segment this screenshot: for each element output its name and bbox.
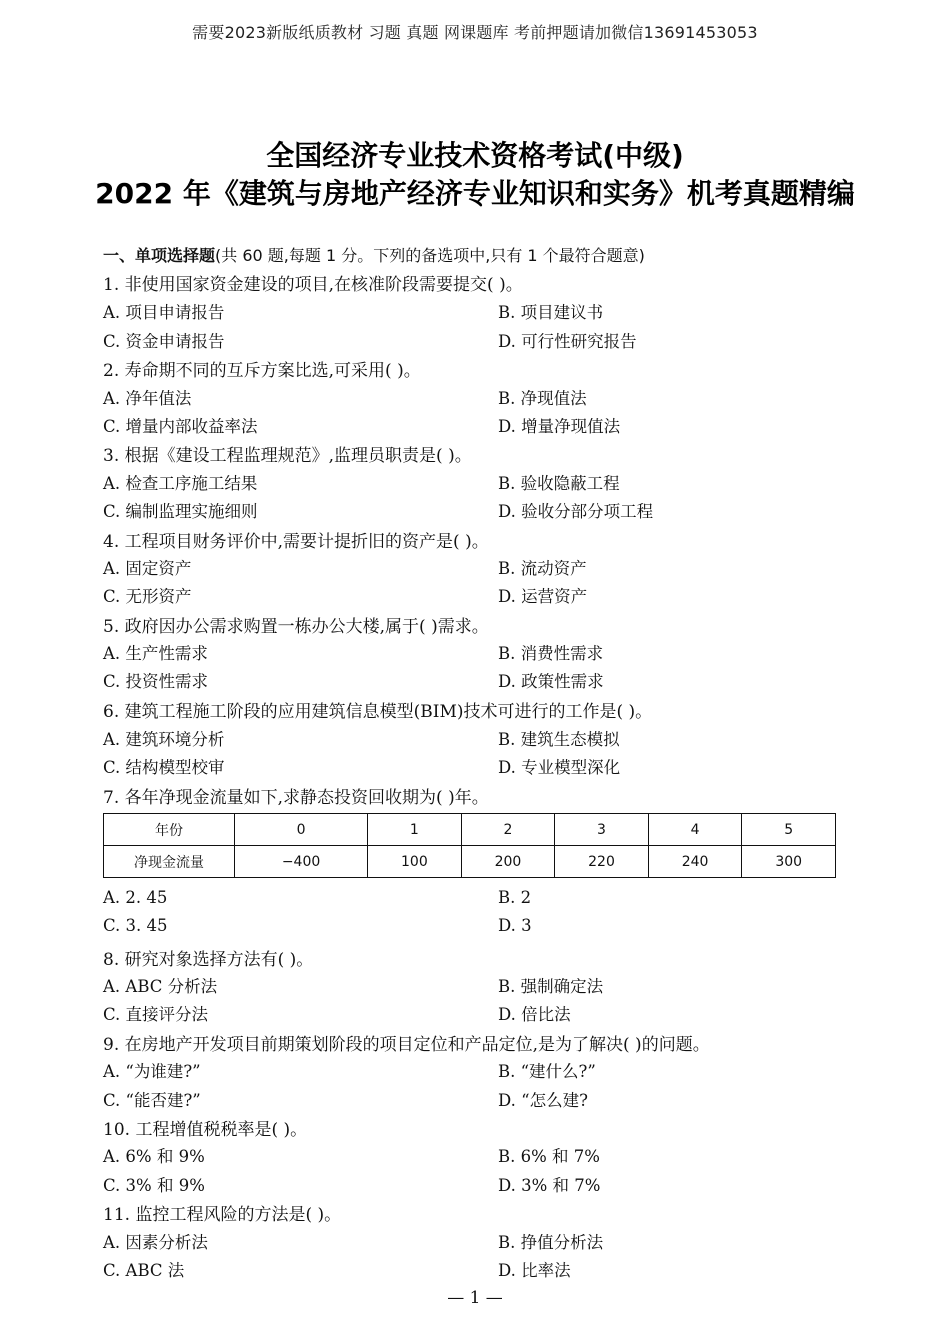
- question-5-option-d: D. 政策性需求: [498, 672, 604, 691]
- section-title: 一、单项选择题: [103, 246, 216, 265]
- question-7-option-b: B. 2: [498, 888, 532, 907]
- table-cell-cashflow: 240: [648, 846, 742, 878]
- question-4-option-c: C. 无形资产: [103, 587, 192, 606]
- question-5-option-c: C. 投资性需求: [103, 672, 209, 691]
- question-6-option-d: D. 专业模型深化: [498, 758, 621, 777]
- table-cell-cashflow-label: 净现金流量: [104, 846, 235, 878]
- table-cell-year: 4: [648, 814, 742, 846]
- question-10-option-a: A. 6% 和 9%: [103, 1147, 205, 1166]
- question-2-stem: 2. 寿命期不同的互斥方案比选,可采用( )。: [103, 361, 421, 381]
- question-9-stem: 9. 在房地产开发项目前期策划阶段的项目定位和产品定位,是为了解决( )的问题。: [103, 1035, 710, 1055]
- question-2-option-b: B. 净现值法: [498, 389, 587, 408]
- page-title-line2: 2022 年《建筑与房地产经济专业知识和实务》机考真题精编: [95, 177, 855, 210]
- section-heading: [103, 243, 645, 266]
- question-9-option-d: D. “怎么建?: [498, 1091, 588, 1110]
- table-cell-year: 3: [555, 814, 649, 846]
- question-10-option-b: B. 6% 和 7%: [498, 1147, 600, 1166]
- question-10-stem: 10. 工程增值税税率是( )。: [103, 1120, 308, 1140]
- question-7-option-a: A. 2. 45: [103, 888, 168, 907]
- question-1-option-a: A. 项目申请报告: [103, 303, 225, 322]
- question-8-option-d: D. 倍比法: [498, 1005, 571, 1024]
- table-cell-cashflow: 300: [742, 846, 836, 878]
- question-5-stem: 5. 政府因办公需求购置一栋办公大楼,属于( )需求。: [103, 617, 489, 637]
- table-cell-cashflow: 100: [368, 846, 462, 878]
- question-2-option-d: D. 增量净现值法: [498, 417, 621, 436]
- question-10-option-d: D. 3% 和 7%: [498, 1176, 601, 1195]
- question-8-option-a: A. ABC 分析法: [103, 977, 218, 996]
- question-9-option-b: B. “建什么?”: [498, 1062, 596, 1081]
- table-cell-year-label: 年份: [104, 814, 235, 846]
- question-11-option-c: C. ABC 法: [103, 1261, 185, 1280]
- question-4-option-a: A. 固定资产: [103, 559, 192, 578]
- question-3-option-c: C. 编制监理实施细则: [103, 502, 258, 521]
- question-11-option-d: D. 比率法: [498, 1261, 571, 1280]
- question-11-stem: 11. 监控工程风险的方法是( )。: [103, 1205, 342, 1225]
- table-cell-year: 1: [368, 814, 462, 846]
- watermark-banner: 需要2023新版纸质教材 习题 真题 网课题库 考前押题请加微信13691453053: [192, 23, 758, 42]
- page-number: — 1 —: [447, 1288, 503, 1308]
- question-5-option-a: A. 生产性需求: [103, 644, 208, 663]
- question-11-option-b: B. 挣值分析法: [498, 1233, 604, 1252]
- question-1-option-c: C. 资金申请报告: [103, 332, 225, 351]
- question-9-option-a: A. “为谁建?”: [103, 1062, 201, 1081]
- question-8-option-b: B. 强制确定法: [498, 977, 604, 996]
- question-3-option-b: B. 验收隐蔽工程: [498, 474, 620, 493]
- question-3-option-d: D. 验收分部分项工程: [498, 502, 654, 521]
- question-7-stem: 7. 各年净现金流量如下,求静态投资回收期为( )年。: [103, 788, 489, 808]
- table-row-cashflow: [104, 846, 836, 878]
- table-row-years: [104, 814, 836, 846]
- question-3-option-a: A. 检查工序施工结果: [103, 474, 258, 493]
- question-6-option-a: A. 建筑环境分析: [103, 730, 225, 749]
- table-cell-cashflow: −400: [235, 846, 368, 878]
- question-6-option-b: B. 建筑生态模拟: [498, 730, 620, 749]
- question-2-option-a: A. 净年值法: [103, 389, 192, 408]
- question-1-option-d: D. 可行性研究报告: [498, 332, 637, 351]
- question-4-stem: 4. 工程项目财务评价中,需要计提折旧的资产是( )。: [103, 532, 489, 552]
- question-7-option-c: C. 3. 45: [103, 916, 168, 935]
- question-9-option-c: C. “能否建?”: [103, 1091, 201, 1110]
- table-cell-year: 5: [742, 814, 836, 846]
- question-7-option-d: D. 3: [498, 916, 532, 935]
- section-note: (共 60 题,每题 1 分。下列的备选项中,只有 1 个最符合题意): [215, 246, 645, 265]
- question-5-option-b: B. 消费性需求: [498, 644, 604, 663]
- question-8-stem: 8. 研究对象选择方法有( )。: [103, 950, 314, 970]
- question-8-option-c: C. 直接评分法: [103, 1005, 209, 1024]
- question-2-option-c: C. 增量内部收益率法: [103, 417, 258, 436]
- table-cell-year: 0: [235, 814, 368, 846]
- question-1-option-b: B. 项目建议书: [498, 303, 604, 322]
- question-6-stem: 6. 建筑工程施工阶段的应用建筑信息模型(BIM)技术可进行的工作是( )。: [103, 702, 653, 722]
- page-title-line1: 全国经济专业技术资格考试(中级): [266, 139, 684, 172]
- question-11-option-a: A. 因素分析法: [103, 1233, 208, 1252]
- question-3-stem: 3. 根据《建设工程监理规范》,监理员职责是( )。: [103, 446, 472, 466]
- table-cell-cashflow: 200: [461, 846, 555, 878]
- cashflow-table: [103, 813, 836, 878]
- table-cell-year: 2: [461, 814, 555, 846]
- question-1-stem: 1. 非使用国家资金建设的项目,在核准阶段需要提交( )。: [103, 275, 523, 295]
- table-cell-cashflow: 220: [555, 846, 649, 878]
- question-4-option-b: B. 流动资产: [498, 559, 587, 578]
- question-10-option-c: C. 3% 和 9%: [103, 1176, 205, 1195]
- question-6-option-c: C. 结构模型校审: [103, 758, 225, 777]
- question-4-option-d: D. 运营资产: [498, 587, 588, 606]
